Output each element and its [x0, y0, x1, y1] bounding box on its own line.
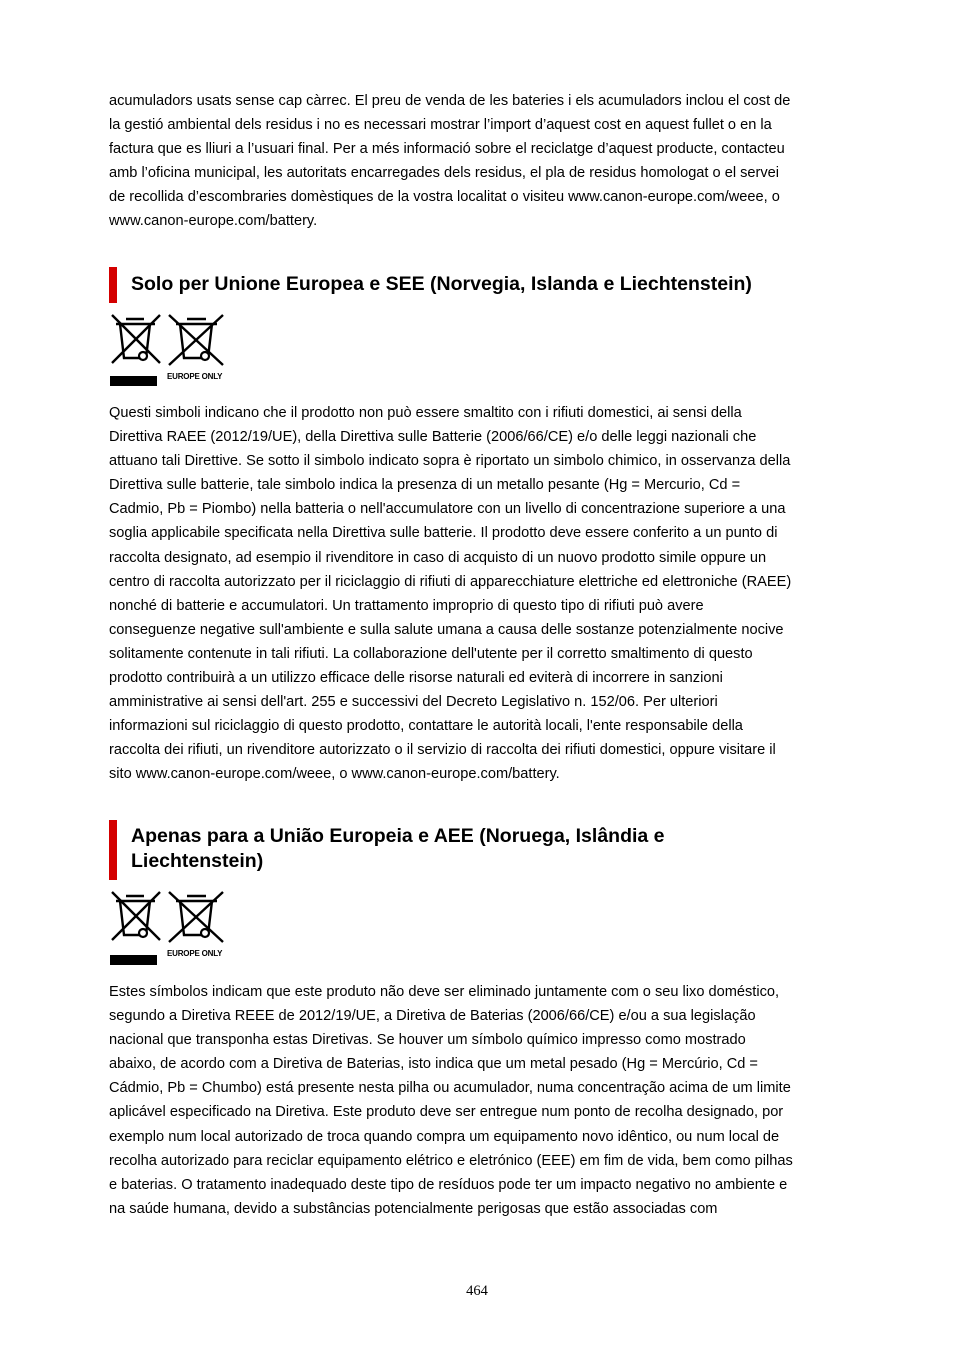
catalan-paragraph-end: acumuladors usats sense cap càrrec. El preu de venda de les bateries i els acumuladors inclou el cost de la gestió ambiental dels residus i no es necessari mostrar l’import d’aquest cost en aquest fullet o en la factura que es lliuri a l’usuari final. Per a més informació sobre el reciclatge d’aquest producte, contacteu amb l’oficina municipal, les autoritats encarregades dels residus, el pla de residus homologat o el servei de recollida d’escombraries domèstiques de la vostra localitat o visiteu www.canon-europe.com/weee, o www.canon-europe.com/battery. — [109, 93, 791, 230]
crossed-out-wheelie-bin-icon — [166, 313, 228, 367]
crossed-out-wheelie-bin-icon — [109, 890, 163, 966]
heading-title: Apenas para a União Europeia e AEE (Noruega, Islândia e Liechtenstein) — [131, 825, 665, 872]
heading-accent-bar — [109, 820, 117, 880]
heading-accent-bar — [109, 267, 117, 303]
portuguese-paragraph: Estes símbolos indicam que este produto não deve ser eliminado juntamente com o seu lixo doméstico, segundo a Diretiva REEE de 2012/19/UE, a Diretiva de Baterias (2006/66/CE) e/ou a sua legislação nacional que transponha estas Diretivas. Se houver um símbolo químico impresso como mostrado abaixo, de acordo com a Diretiva de Baterias, isto indica que um metal pesado (Hg = Mercúrio, Cd = Cádmio, Pb = Chumbo) está presente nesta pilha ou acumulador, numa concentração acima de um limite aplicável especificado na Diretiva. Este produto deve ser entregue num ponto de recolha designado, por exemplo num local autorizado de troca quando compra um equipamento novo idêntico, ou num local de recolha autorizado para reciclar equipamento elétrico e eletrónico (EEE) em fim de vida, bem como pilhas e baterias. O tratamento inadequado deste tipo de resíduos pode ter um impacto negativo no ambiente e na saúde humana, devido a substâncias potencialmente perigosas que estão associadas com — [109, 984, 793, 1217]
section-heading-italian — [109, 267, 869, 303]
section-heading-portuguese — [109, 820, 869, 880]
weee-symbols-italian — [109, 313, 229, 389]
europe-only-caption: EUROPE ONLY — [167, 949, 223, 958]
italian-paragraph: Questi simboli indicano che il prodotto non può essere smaltito con i rifiuti domestici, ai sensi della Direttiva RAEE (2012/19/UE), della Direttiva sulle Batterie (2006/66/CE) e/o delle leggi nazionali che attuano tali Direttive. Se sotto il simbolo indicato sopra è riportato un simbolo chimico, in osservanza della Direttiva sulle batterie, tale simbolo indica la presenza di un metallo pesante (Hg = Mercurio, Cd = Cadmio, Pb = Piombo) nella batteria o nell'accumulatore con un livello di concentrazione superiore a una soglia applicabile specificata nella Direttiva sulle batterie. Il prodotto deve essere conferito a un punto di raccolta designato, ad esempio il rivenditore in caso di acquisto di un nuovo prodotto simile oppure un centro di raccolta autorizzato per il riciclaggio di rifiuti di apparecchiature elettriche ed elettroniche (RAEE) nonché di batterie e accumulatori. Un trattamento improprio di questo tipo di rifiuti può avere conseguenze negative sull'ambiente e sulla salute umana a causa delle sostanze potenzialmente nocive solitamente contenute in tali rifiuti. La collaborazione dell'utente per il corretto smaltimento di questo prodotto contribuirà a un utilizzo efficace delle risorse naturali ed eviterà di incorrere in sanzioni amministrative ai sensi dell'art. 255 e successivi del Decreto Legislativo n. 152/06. Per ulteriori informazioni sul riciclaggio di questo prodotto, contattare le autorità locali, l'ente responsabile della raccolta dei rifiuti, un rivenditore autorizzato o il servizio di raccolta dei rifiuti domestici, oppure visitare il sito www.canon-europe.com/weee, o www.canon-europe.com/battery. — [109, 405, 792, 783]
heading-title: Solo per Unione Europea e SEE (Norvegia, Islanda e Liechtenstein) — [131, 273, 752, 295]
weee-symbols-portuguese — [109, 890, 229, 966]
page-number: 464 — [466, 1283, 488, 1299]
crossed-out-wheelie-bin-icon — [166, 890, 228, 944]
europe-only-caption: EUROPE ONLY — [167, 372, 223, 381]
crossed-out-wheelie-bin-icon — [109, 313, 163, 387]
